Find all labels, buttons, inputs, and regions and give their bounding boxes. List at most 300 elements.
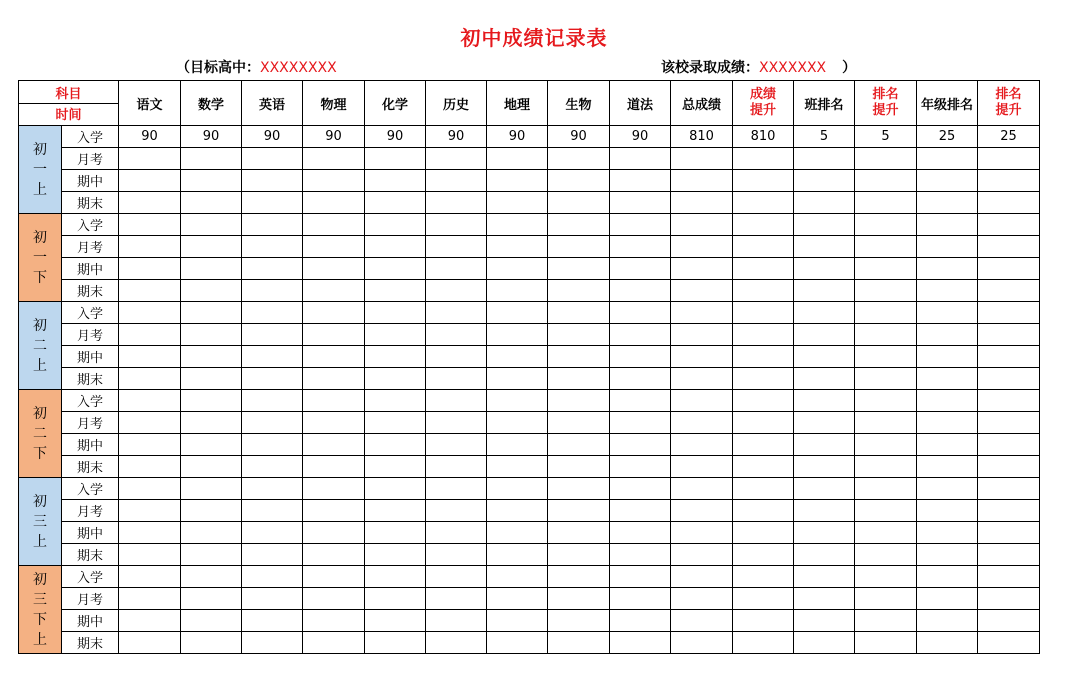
score-cell[interactable] bbox=[119, 214, 181, 236]
score-cell[interactable] bbox=[303, 324, 365, 346]
score-cell[interactable] bbox=[548, 610, 610, 632]
score-cell[interactable] bbox=[303, 258, 365, 280]
score-cell[interactable] bbox=[855, 412, 917, 434]
score-cell[interactable] bbox=[242, 412, 303, 434]
score-cell[interactable] bbox=[917, 610, 978, 632]
score-cell[interactable] bbox=[794, 390, 855, 412]
score-cell[interactable] bbox=[733, 500, 794, 522]
score-cell[interactable] bbox=[487, 390, 548, 412]
score-cell[interactable] bbox=[794, 632, 855, 654]
score-cell[interactable] bbox=[119, 412, 181, 434]
score-cell[interactable] bbox=[242, 214, 303, 236]
score-cell[interactable] bbox=[365, 500, 426, 522]
score-cell[interactable] bbox=[242, 632, 303, 654]
score-cell[interactable] bbox=[303, 170, 365, 192]
score-cell[interactable] bbox=[426, 192, 487, 214]
score-cell[interactable] bbox=[794, 214, 855, 236]
score-cell[interactable] bbox=[181, 280, 242, 302]
score-cell[interactable] bbox=[855, 368, 917, 390]
score-cell[interactable] bbox=[548, 478, 610, 500]
score-cell[interactable] bbox=[303, 610, 365, 632]
score-cell[interactable] bbox=[426, 434, 487, 456]
score-cell[interactable] bbox=[119, 346, 181, 368]
score-cell[interactable] bbox=[365, 610, 426, 632]
score-cell[interactable] bbox=[978, 192, 1040, 214]
score-cell[interactable] bbox=[487, 478, 548, 500]
score-cell[interactable] bbox=[303, 368, 365, 390]
score-cell[interactable] bbox=[242, 566, 303, 588]
score-cell[interactable] bbox=[917, 258, 978, 280]
score-cell[interactable] bbox=[303, 478, 365, 500]
score-cell[interactable] bbox=[733, 412, 794, 434]
score-cell[interactable] bbox=[733, 302, 794, 324]
score-cell[interactable] bbox=[855, 566, 917, 588]
score-cell[interactable]: 810 bbox=[733, 126, 794, 148]
score-cell[interactable] bbox=[794, 192, 855, 214]
score-cell[interactable] bbox=[548, 170, 610, 192]
score-cell[interactable] bbox=[303, 192, 365, 214]
score-cell[interactable] bbox=[487, 192, 548, 214]
score-cell[interactable] bbox=[426, 544, 487, 566]
score-cell[interactable] bbox=[426, 368, 487, 390]
score-cell[interactable] bbox=[242, 434, 303, 456]
score-cell[interactable] bbox=[610, 148, 671, 170]
score-cell[interactable] bbox=[487, 522, 548, 544]
score-cell[interactable]: 810 bbox=[671, 126, 733, 148]
score-cell[interactable] bbox=[181, 170, 242, 192]
score-cell[interactable] bbox=[548, 258, 610, 280]
score-cell[interactable] bbox=[917, 566, 978, 588]
score-cell[interactable] bbox=[119, 324, 181, 346]
score-cell[interactable] bbox=[855, 500, 917, 522]
score-cell[interactable] bbox=[794, 280, 855, 302]
score-cell[interactable] bbox=[794, 148, 855, 170]
score-cell[interactable] bbox=[365, 368, 426, 390]
score-cell[interactable] bbox=[855, 478, 917, 500]
score-cell[interactable] bbox=[794, 478, 855, 500]
score-cell[interactable]: 5 bbox=[794, 126, 855, 148]
score-cell[interactable] bbox=[487, 302, 548, 324]
score-cell[interactable] bbox=[365, 346, 426, 368]
score-cell[interactable] bbox=[917, 544, 978, 566]
score-cell[interactable] bbox=[181, 368, 242, 390]
score-cell[interactable] bbox=[733, 544, 794, 566]
score-cell[interactable] bbox=[794, 500, 855, 522]
score-cell[interactable] bbox=[119, 434, 181, 456]
score-cell[interactable] bbox=[855, 236, 917, 258]
score-cell[interactable] bbox=[917, 522, 978, 544]
score-cell[interactable] bbox=[303, 148, 365, 170]
score-cell[interactable] bbox=[181, 500, 242, 522]
score-cell[interactable] bbox=[365, 566, 426, 588]
score-cell[interactable] bbox=[303, 390, 365, 412]
score-cell[interactable] bbox=[181, 346, 242, 368]
score-cell[interactable] bbox=[242, 544, 303, 566]
score-cell[interactable] bbox=[303, 412, 365, 434]
score-cell[interactable] bbox=[855, 324, 917, 346]
score-cell[interactable] bbox=[978, 346, 1040, 368]
score-cell[interactable] bbox=[671, 544, 733, 566]
score-cell[interactable] bbox=[610, 170, 671, 192]
score-cell[interactable] bbox=[365, 258, 426, 280]
score-cell[interactable] bbox=[303, 302, 365, 324]
score-cell[interactable] bbox=[733, 522, 794, 544]
score-cell[interactable] bbox=[365, 456, 426, 478]
score-cell[interactable] bbox=[365, 434, 426, 456]
score-cell[interactable] bbox=[794, 412, 855, 434]
score-cell[interactable] bbox=[119, 390, 181, 412]
score-cell[interactable] bbox=[365, 236, 426, 258]
score-cell[interactable] bbox=[242, 500, 303, 522]
score-cell[interactable] bbox=[487, 324, 548, 346]
score-cell[interactable] bbox=[181, 390, 242, 412]
score-cell[interactable] bbox=[487, 544, 548, 566]
score-cell[interactable] bbox=[426, 610, 487, 632]
score-cell[interactable] bbox=[671, 478, 733, 500]
score-cell[interactable] bbox=[181, 566, 242, 588]
score-cell[interactable] bbox=[487, 500, 548, 522]
score-cell[interactable] bbox=[119, 566, 181, 588]
score-cell[interactable] bbox=[610, 434, 671, 456]
score-cell[interactable]: 90 bbox=[303, 126, 365, 148]
score-cell[interactable] bbox=[917, 302, 978, 324]
score-cell[interactable] bbox=[610, 456, 671, 478]
score-cell[interactable] bbox=[119, 302, 181, 324]
score-cell[interactable] bbox=[855, 148, 917, 170]
score-cell[interactable] bbox=[733, 280, 794, 302]
score-cell[interactable] bbox=[855, 456, 917, 478]
score-cell[interactable] bbox=[548, 434, 610, 456]
score-cell[interactable] bbox=[610, 500, 671, 522]
score-cell[interactable] bbox=[548, 214, 610, 236]
score-cell[interactable] bbox=[978, 324, 1040, 346]
score-cell[interactable] bbox=[303, 280, 365, 302]
score-cell[interactable] bbox=[426, 214, 487, 236]
score-cell[interactable] bbox=[671, 236, 733, 258]
score-cell[interactable] bbox=[610, 236, 671, 258]
score-cell[interactable] bbox=[426, 412, 487, 434]
score-cell[interactable] bbox=[365, 192, 426, 214]
score-cell[interactable] bbox=[548, 456, 610, 478]
score-cell[interactable]: 90 bbox=[242, 126, 303, 148]
score-cell[interactable]: 25 bbox=[917, 126, 978, 148]
score-cell[interactable] bbox=[548, 368, 610, 390]
score-cell[interactable] bbox=[365, 588, 426, 610]
score-cell[interactable] bbox=[426, 390, 487, 412]
score-cell[interactable] bbox=[978, 566, 1040, 588]
score-cell[interactable] bbox=[242, 192, 303, 214]
score-cell[interactable] bbox=[426, 500, 487, 522]
score-cell[interactable] bbox=[119, 148, 181, 170]
admission-score-value[interactable]: XXXXXXX bbox=[759, 60, 827, 76]
score-cell[interactable] bbox=[978, 236, 1040, 258]
score-cell[interactable] bbox=[671, 390, 733, 412]
score-cell[interactable] bbox=[978, 368, 1040, 390]
score-cell[interactable] bbox=[548, 324, 610, 346]
score-cell[interactable] bbox=[794, 434, 855, 456]
score-cell[interactable] bbox=[978, 610, 1040, 632]
score-cell[interactable] bbox=[917, 456, 978, 478]
score-cell[interactable] bbox=[671, 170, 733, 192]
score-cell[interactable]: 90 bbox=[119, 126, 181, 148]
score-cell[interactable] bbox=[242, 148, 303, 170]
score-cell[interactable] bbox=[548, 390, 610, 412]
score-cell[interactable] bbox=[242, 456, 303, 478]
score-cell[interactable] bbox=[242, 258, 303, 280]
score-cell[interactable] bbox=[855, 346, 917, 368]
score-cell[interactable] bbox=[733, 236, 794, 258]
score-cell[interactable] bbox=[365, 280, 426, 302]
score-cell[interactable] bbox=[794, 610, 855, 632]
score-cell[interactable] bbox=[303, 346, 365, 368]
score-cell[interactable] bbox=[181, 258, 242, 280]
score-cell[interactable] bbox=[548, 566, 610, 588]
score-cell[interactable] bbox=[119, 258, 181, 280]
score-cell[interactable] bbox=[548, 412, 610, 434]
score-cell[interactable] bbox=[181, 236, 242, 258]
score-cell[interactable] bbox=[671, 192, 733, 214]
score-cell[interactable] bbox=[917, 192, 978, 214]
score-cell[interactable] bbox=[733, 434, 794, 456]
score-cell[interactable] bbox=[426, 346, 487, 368]
score-cell[interactable] bbox=[548, 192, 610, 214]
score-cell[interactable] bbox=[548, 544, 610, 566]
score-cell[interactable] bbox=[671, 324, 733, 346]
score-cell[interactable] bbox=[610, 324, 671, 346]
score-cell[interactable] bbox=[119, 522, 181, 544]
score-cell[interactable] bbox=[855, 280, 917, 302]
score-cell[interactable] bbox=[794, 170, 855, 192]
score-cell[interactable] bbox=[365, 302, 426, 324]
score-cell[interactable] bbox=[548, 588, 610, 610]
score-cell[interactable] bbox=[119, 192, 181, 214]
score-cell[interactable] bbox=[794, 544, 855, 566]
score-cell[interactable] bbox=[733, 456, 794, 478]
score-cell[interactable] bbox=[426, 566, 487, 588]
score-cell[interactable] bbox=[733, 324, 794, 346]
score-cell[interactable] bbox=[181, 632, 242, 654]
score-cell[interactable] bbox=[610, 632, 671, 654]
score-cell[interactable] bbox=[671, 258, 733, 280]
score-cell[interactable] bbox=[548, 236, 610, 258]
score-cell[interactable] bbox=[855, 544, 917, 566]
score-cell[interactable] bbox=[917, 588, 978, 610]
score-cell[interactable] bbox=[794, 566, 855, 588]
score-cell[interactable] bbox=[181, 148, 242, 170]
score-cell[interactable] bbox=[610, 192, 671, 214]
score-cell[interactable] bbox=[917, 346, 978, 368]
score-cell[interactable] bbox=[303, 632, 365, 654]
score-cell[interactable] bbox=[303, 500, 365, 522]
score-cell[interactable] bbox=[978, 632, 1040, 654]
score-cell[interactable] bbox=[917, 236, 978, 258]
score-cell[interactable]: 25 bbox=[978, 126, 1040, 148]
score-cell[interactable] bbox=[671, 610, 733, 632]
score-cell[interactable] bbox=[733, 566, 794, 588]
score-cell[interactable] bbox=[487, 412, 548, 434]
score-cell[interactable] bbox=[610, 610, 671, 632]
score-cell[interactable] bbox=[181, 324, 242, 346]
score-cell[interactable] bbox=[978, 170, 1040, 192]
score-cell[interactable] bbox=[794, 368, 855, 390]
score-cell[interactable] bbox=[487, 148, 548, 170]
score-cell[interactable] bbox=[671, 456, 733, 478]
score-cell[interactable] bbox=[978, 434, 1040, 456]
score-cell[interactable] bbox=[426, 170, 487, 192]
score-cell[interactable] bbox=[610, 302, 671, 324]
score-cell[interactable] bbox=[119, 170, 181, 192]
score-cell[interactable] bbox=[365, 214, 426, 236]
score-cell[interactable] bbox=[242, 170, 303, 192]
score-cell[interactable] bbox=[426, 280, 487, 302]
score-cell[interactable] bbox=[181, 478, 242, 500]
score-cell[interactable] bbox=[733, 258, 794, 280]
score-cell[interactable] bbox=[303, 544, 365, 566]
score-cell[interactable] bbox=[855, 214, 917, 236]
score-cell[interactable] bbox=[426, 258, 487, 280]
score-cell[interactable]: 90 bbox=[365, 126, 426, 148]
score-cell[interactable] bbox=[119, 588, 181, 610]
score-cell[interactable] bbox=[978, 390, 1040, 412]
score-cell[interactable] bbox=[671, 148, 733, 170]
score-cell[interactable] bbox=[487, 214, 548, 236]
score-cell[interactable] bbox=[242, 588, 303, 610]
score-cell[interactable] bbox=[794, 456, 855, 478]
score-cell[interactable] bbox=[610, 368, 671, 390]
score-cell[interactable] bbox=[242, 522, 303, 544]
score-cell[interactable] bbox=[794, 588, 855, 610]
score-cell[interactable] bbox=[610, 478, 671, 500]
score-cell[interactable] bbox=[242, 302, 303, 324]
score-cell[interactable] bbox=[671, 588, 733, 610]
score-cell[interactable] bbox=[242, 324, 303, 346]
score-cell[interactable] bbox=[794, 302, 855, 324]
score-cell[interactable] bbox=[365, 412, 426, 434]
score-cell[interactable] bbox=[671, 412, 733, 434]
score-cell[interactable] bbox=[487, 170, 548, 192]
score-cell[interactable] bbox=[671, 632, 733, 654]
score-cell[interactable]: 90 bbox=[487, 126, 548, 148]
score-cell[interactable] bbox=[917, 434, 978, 456]
score-cell[interactable] bbox=[365, 324, 426, 346]
score-cell[interactable] bbox=[917, 148, 978, 170]
score-cell[interactable] bbox=[733, 390, 794, 412]
score-cell[interactable] bbox=[548, 500, 610, 522]
score-cell[interactable] bbox=[917, 324, 978, 346]
score-cell[interactable] bbox=[181, 412, 242, 434]
score-cell[interactable] bbox=[487, 280, 548, 302]
score-cell[interactable] bbox=[978, 588, 1040, 610]
score-cell[interactable] bbox=[426, 522, 487, 544]
score-cell[interactable] bbox=[181, 192, 242, 214]
score-cell[interactable] bbox=[855, 170, 917, 192]
score-cell[interactable] bbox=[365, 148, 426, 170]
score-cell[interactable] bbox=[671, 434, 733, 456]
score-cell[interactable] bbox=[917, 500, 978, 522]
score-cell[interactable] bbox=[487, 610, 548, 632]
score-cell[interactable] bbox=[487, 588, 548, 610]
score-cell[interactable] bbox=[242, 280, 303, 302]
score-cell[interactable] bbox=[181, 302, 242, 324]
score-cell[interactable]: 90 bbox=[426, 126, 487, 148]
score-cell[interactable] bbox=[487, 368, 548, 390]
score-cell[interactable] bbox=[426, 236, 487, 258]
score-cell[interactable] bbox=[671, 214, 733, 236]
score-cell[interactable] bbox=[242, 478, 303, 500]
score-cell[interactable] bbox=[610, 214, 671, 236]
score-cell[interactable] bbox=[733, 148, 794, 170]
score-cell[interactable] bbox=[181, 456, 242, 478]
score-cell[interactable] bbox=[303, 566, 365, 588]
score-cell[interactable] bbox=[733, 610, 794, 632]
score-cell[interactable] bbox=[119, 368, 181, 390]
score-cell[interactable] bbox=[303, 522, 365, 544]
score-cell[interactable] bbox=[794, 324, 855, 346]
score-cell[interactable] bbox=[119, 500, 181, 522]
score-cell[interactable] bbox=[303, 236, 365, 258]
score-cell[interactable] bbox=[365, 390, 426, 412]
score-cell[interactable] bbox=[242, 236, 303, 258]
score-cell[interactable] bbox=[733, 346, 794, 368]
score-cell[interactable] bbox=[548, 148, 610, 170]
score-cell[interactable] bbox=[855, 390, 917, 412]
score-cell[interactable] bbox=[978, 478, 1040, 500]
score-cell[interactable] bbox=[487, 346, 548, 368]
score-cell[interactable] bbox=[855, 522, 917, 544]
score-cell[interactable] bbox=[855, 588, 917, 610]
score-cell[interactable] bbox=[610, 588, 671, 610]
score-cell[interactable] bbox=[855, 192, 917, 214]
score-cell[interactable] bbox=[855, 302, 917, 324]
score-cell[interactable] bbox=[119, 632, 181, 654]
score-cell[interactable] bbox=[733, 192, 794, 214]
score-cell[interactable] bbox=[978, 522, 1040, 544]
score-cell[interactable] bbox=[242, 610, 303, 632]
score-cell[interactable] bbox=[855, 610, 917, 632]
score-cell[interactable] bbox=[978, 258, 1040, 280]
score-cell[interactable] bbox=[733, 478, 794, 500]
score-cell[interactable]: 90 bbox=[548, 126, 610, 148]
score-cell[interactable] bbox=[733, 588, 794, 610]
score-cell[interactable] bbox=[610, 280, 671, 302]
score-cell[interactable] bbox=[978, 302, 1040, 324]
score-cell[interactable] bbox=[733, 632, 794, 654]
score-cell[interactable] bbox=[917, 412, 978, 434]
score-cell[interactable] bbox=[365, 544, 426, 566]
score-cell[interactable]: 90 bbox=[181, 126, 242, 148]
score-cell[interactable] bbox=[610, 412, 671, 434]
score-cell[interactable] bbox=[119, 610, 181, 632]
score-cell[interactable] bbox=[610, 522, 671, 544]
score-cell[interactable] bbox=[181, 588, 242, 610]
score-cell[interactable] bbox=[426, 302, 487, 324]
score-cell[interactable] bbox=[978, 214, 1040, 236]
score-cell[interactable] bbox=[671, 280, 733, 302]
score-cell[interactable] bbox=[119, 280, 181, 302]
score-cell[interactable] bbox=[794, 236, 855, 258]
score-cell[interactable] bbox=[794, 522, 855, 544]
score-cell[interactable] bbox=[365, 522, 426, 544]
score-cell[interactable] bbox=[426, 632, 487, 654]
score-cell[interactable] bbox=[487, 236, 548, 258]
score-cell[interactable]: 5 bbox=[855, 126, 917, 148]
score-cell[interactable] bbox=[794, 346, 855, 368]
score-cell[interactable] bbox=[181, 522, 242, 544]
score-cell[interactable] bbox=[365, 478, 426, 500]
score-cell[interactable] bbox=[426, 478, 487, 500]
score-cell[interactable] bbox=[671, 302, 733, 324]
score-cell[interactable] bbox=[855, 434, 917, 456]
